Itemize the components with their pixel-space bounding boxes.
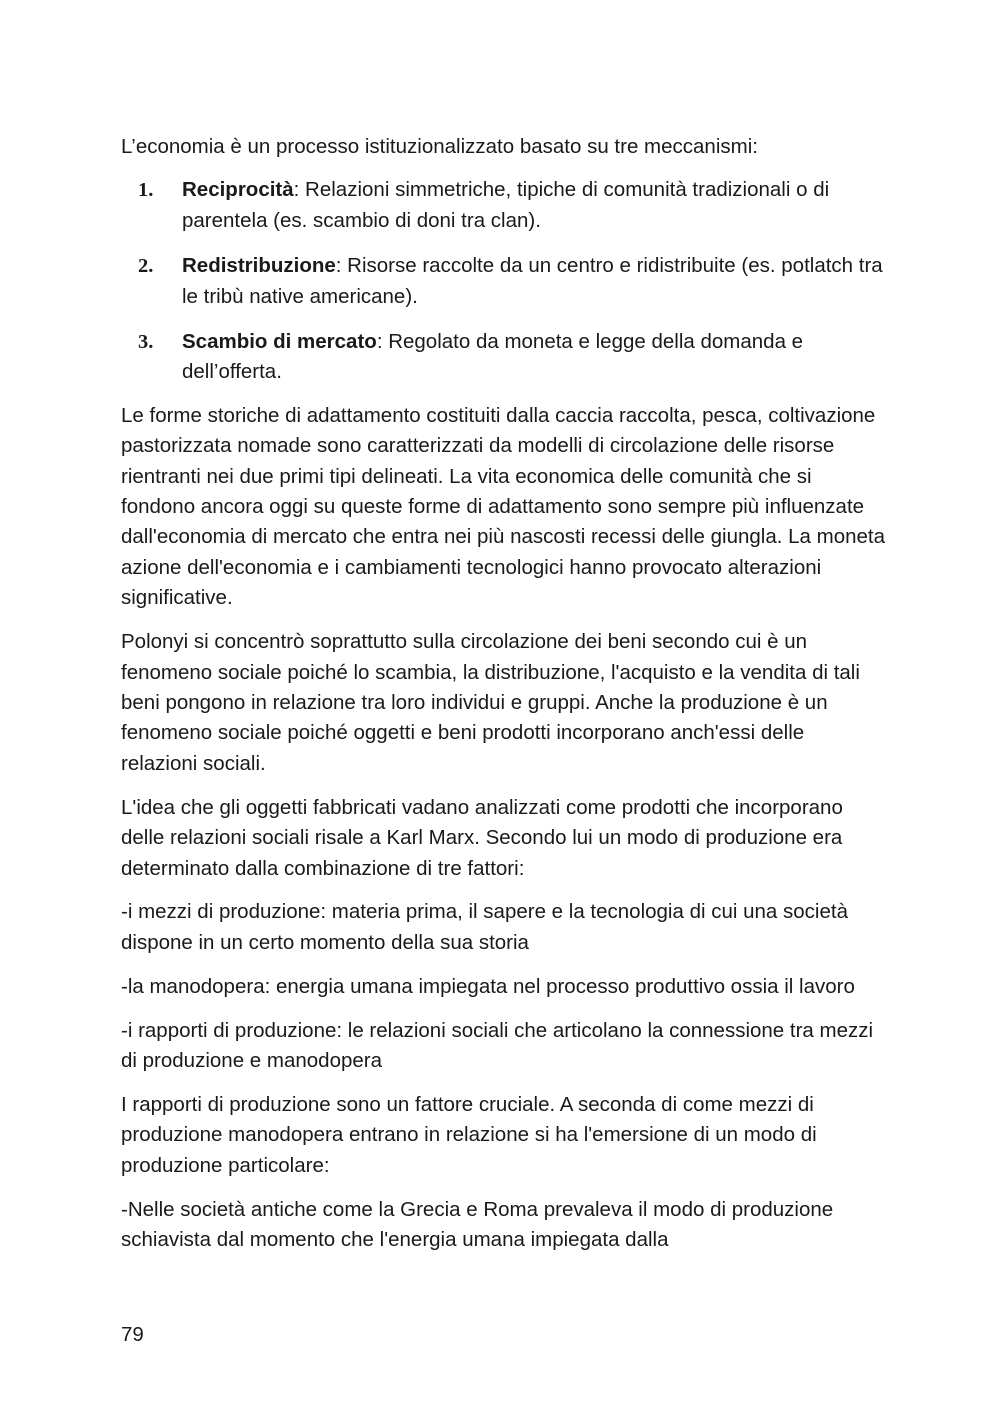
paragraph-polonyi: Polonyi si concentrò soprattutto sulla circolazione dei beni secondo cui è un fenomeno sociale poiché lo scambia, la distribuzione, l'acquisto e la vendita di tali beni pongono in relazione tra loro individui e gruppi. Anche la produzione è un fenomeno sociale poiché oggetti e beni prodotti incorporano anch'essi delle relazioni sociali. (121, 630, 860, 775)
term-reciprocita: Reciprocità (182, 178, 294, 202)
paragraph-manodopera: -la manodopera: energia umana impiegata nel processo produttivo ossia il lavoro (121, 974, 855, 998)
list-item (121, 327, 886, 388)
term-description: : Relazioni simmetriche, tipiche di comunità tradizionali o di parentela (es. scambio di doni tra clan). (182, 178, 830, 232)
mechanisms-list (121, 175, 886, 387)
term-description: : Regolato da moneta e legge della domanda e dell’offerta. (182, 330, 804, 384)
term-redistribuzione: Redistribuzione (182, 254, 336, 278)
list-number: 3. (138, 331, 154, 354)
intro-sentence: L’economia è un processo istituzionalizzato basato su tre meccanismi: (121, 135, 758, 158)
paragraph-societa-antiche: -Nelle società antiche come la Grecia e Roma prevaleva il modo di produzione schiavista dal momento che l'energia umana impiegata dalla (121, 1197, 834, 1252)
paragraph-fattore-cruciale: I rapporti di produzione sono un fattore cruciale. A seconda di come mezzi di produzione manodopera entrano in relazione si ha l'emersione di un modo di produzione particolare: (121, 1092, 817, 1177)
paragraph-marx: L'idea che gli oggetti fabbricati vadano analizzati come prodotti che incorporano delle relazioni sociali risale a Karl Marx. Secondo lui un modo di produzione era determinato dalla combinazione di tre fattori: (121, 795, 843, 880)
list-number: 1. (138, 179, 154, 202)
paragraph-rapporti-di-produzione: -i rapporti di produzione: le relazioni sociali che articolano la connessione tra mezzi di produzione e manodopera (121, 1018, 874, 1073)
list-item (121, 175, 886, 236)
term-description: : Risorse raccolte da un centro e ridistribuite (es. potlatch tra le tribù native americane). (182, 254, 883, 308)
list-item (121, 251, 886, 312)
page-body (121, 132, 886, 1269)
paragraph-adattamento: Le forme storiche di adattamento costituiti dalla caccia raccolta, pesca, coltivazione pastorizzata nomade sono caratterizzati da modelli di circolazione delle risorse rientranti nei due primi tipi delineati. La vita economica delle comunità che si fondono ancora oggi su queste forme di adattamento sono sempre più influenzate dall'economia di mercato che entra nei più nascosti recessi delle giungla. La moneta azione dell'economia e i cambiamenti tecnologici hanno provocato alterazioni significative. (121, 403, 885, 610)
term-scambio-di-mercato: Scambio di mercato (182, 330, 377, 354)
list-number: 2. (138, 255, 154, 278)
paragraph-mezzi-di-produzione: -i mezzi di produzione: materia prima, il sapere e la tecnologia di cui una società dispone in un certo momento della sua storia (121, 900, 848, 954)
page-number: 79 (121, 1323, 144, 1346)
